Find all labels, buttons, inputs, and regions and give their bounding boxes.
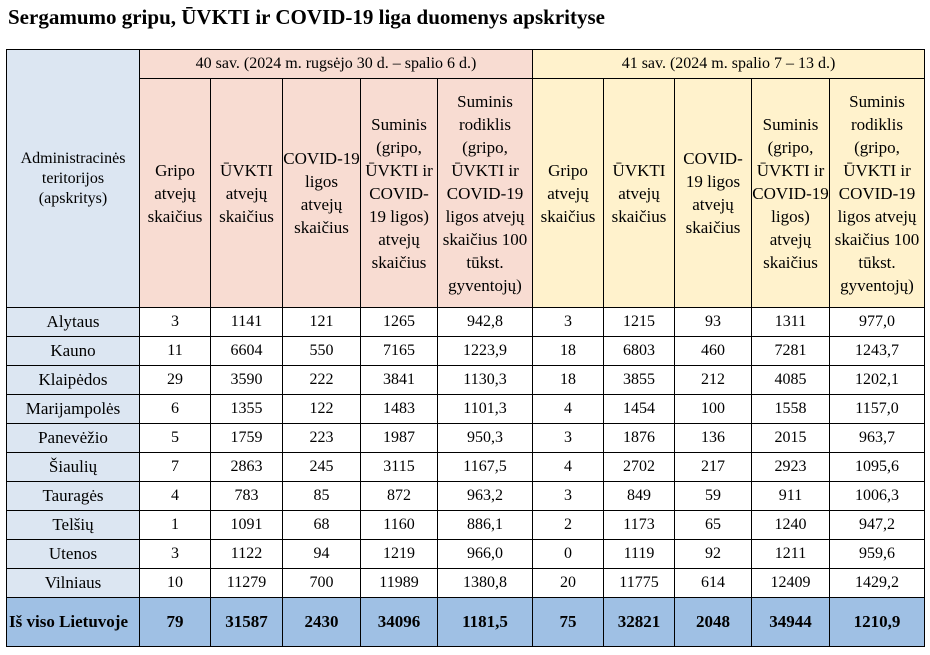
w40-value-cell: 1091 [211,511,283,540]
w41-value-cell: 911 [752,482,830,511]
w40-value-cell: 550 [283,337,361,366]
w41-value-cell: 4 [533,453,604,482]
w40-total-cell: 34096 [361,598,438,647]
w41-value-cell: 1119 [604,540,675,569]
morbidity-table [6,49,925,647]
region-name: Šiaulių [7,453,140,482]
w41-value-cell: 1558 [752,395,830,424]
w41-value-cell: 1211 [752,540,830,569]
w40-value-cell: 11989 [361,569,438,598]
w40-value-cell: 10 [140,569,211,598]
w41-value-cell: 1173 [604,511,675,540]
w41-flu-cases-header: Gripo atvejų skaičius [533,79,604,308]
table-row [7,511,925,540]
w40-value-cell: 1380,8 [438,569,533,598]
table-row [7,424,925,453]
w40-value-cell: 1223,9 [438,337,533,366]
w41-value-cell: 1876 [604,424,675,453]
w40-value-cell: 11279 [211,569,283,598]
w40-value-cell: 6 [140,395,211,424]
table-row [7,569,925,598]
w40-value-cell: 1167,5 [438,453,533,482]
region-name: Panevėžio [7,424,140,453]
w41-value-cell: 4085 [752,366,830,395]
w41-value-cell: 614 [675,569,752,598]
w41-value-cell: 460 [675,337,752,366]
w41-value-cell: 136 [675,424,752,453]
w41-value-cell: 93 [675,308,752,337]
w41-value-cell: 18 [533,366,604,395]
w41-value-cell: 92 [675,540,752,569]
w40-total-cell: 31587 [211,598,283,647]
w40-value-cell: 1141 [211,308,283,337]
w40-value-cell: 3 [140,540,211,569]
w40-value-cell: 222 [283,366,361,395]
w41-value-cell: 212 [675,366,752,395]
w40-value-cell: 7165 [361,337,438,366]
w40-value-cell: 1987 [361,424,438,453]
w41-value-cell: 11775 [604,569,675,598]
w41-total-cell: 1210,9 [830,598,925,647]
w41-value-cell: 1215 [604,308,675,337]
w40-rate-header: Suminis rodiklis (gripo, ŪVKTI ir COVID-19 ligos atvejų skaičius 100 tūkst. gyventojų) [438,79,533,308]
w41-value-cell: 3 [533,424,604,453]
table-row [7,308,925,337]
w41-value-cell: 18 [533,337,604,366]
w40-value-cell: 872 [361,482,438,511]
week-header-row [7,50,925,79]
w41-value-cell: 1454 [604,395,675,424]
w41-value-cell: 2923 [752,453,830,482]
region-name: Marijampolės [7,395,140,424]
w41-value-cell: 1429,2 [830,569,925,598]
w40-value-cell: 223 [283,424,361,453]
table-row [7,366,925,395]
w40-value-cell: 966,0 [438,540,533,569]
w40-value-cell: 7 [140,453,211,482]
w41-value-cell: 947,2 [830,511,925,540]
w40-value-cell: 700 [283,569,361,598]
w41-total-cell: 2048 [675,598,752,647]
region-name: Klaipėdos [7,366,140,395]
w40-value-cell: 783 [211,482,283,511]
page-title: Sergamumo gripu, ŪVKTI ir COVID-19 liga duomenys apskrityse [8,5,605,29]
w41-rate-header: Suminis rodiklis (gripo, ŪVKTI ir COVID-19 ligos atvejų skaičius 100 tūkst. gyventojų) [830,79,925,308]
w41-value-cell: 217 [675,453,752,482]
w41-value-cell: 1006,3 [830,482,925,511]
week-40-header: 40 sav. (2024 m. rugsėjo 30 d. – spalio 6 d.) [140,50,533,79]
w41-value-cell: 1202,1 [830,366,925,395]
w41-value-cell: 6803 [604,337,675,366]
w41-value-cell: 4 [533,395,604,424]
w40-value-cell: 3841 [361,366,438,395]
column-header-row [7,79,925,308]
w40-value-cell: 5 [140,424,211,453]
w40-value-cell: 85 [283,482,361,511]
region-name: Kauno [7,337,140,366]
w41-value-cell: 1311 [752,308,830,337]
table-row [7,395,925,424]
w41-total-cell: 32821 [604,598,675,647]
w41-total-cell: 34944 [752,598,830,647]
table-row [7,482,925,511]
w40-value-cell: 886,1 [438,511,533,540]
w40-total-cell: 2430 [283,598,361,647]
w41-value-cell: 3 [533,482,604,511]
w40-value-cell: 1101,3 [438,395,533,424]
w41-value-cell: 2702 [604,453,675,482]
region-name: Tauragės [7,482,140,511]
w41-total-cell: 75 [533,598,604,647]
w41-value-cell: 1095,6 [830,453,925,482]
w40-value-cell: 1355 [211,395,283,424]
w40-value-cell: 1483 [361,395,438,424]
region-name: Utenos [7,540,140,569]
region-name: Telšių [7,511,140,540]
table-row [7,453,925,482]
w41-value-cell: 12409 [752,569,830,598]
w40-covid-cases-header: COVID-19 ligos atvejų skaičius [283,79,361,308]
w40-value-cell: 6604 [211,337,283,366]
w40-ari-cases-header: ŪVKTI atvejų skaičius [211,79,283,308]
w40-value-cell: 1219 [361,540,438,569]
total-row [7,598,925,647]
total-label: Iš viso Lietuvoje [7,598,140,647]
w40-value-cell: 1759 [211,424,283,453]
w40-value-cell: 1265 [361,308,438,337]
w41-value-cell: 100 [675,395,752,424]
w41-value-cell: 0 [533,540,604,569]
w41-value-cell: 2015 [752,424,830,453]
w40-value-cell: 3590 [211,366,283,395]
w41-total-cases-header: Suminis (gripo, ŪVKTI ir COVID-19 ligos) atvejų skaičius [752,79,830,308]
w40-value-cell: 942,8 [438,308,533,337]
w40-value-cell: 29 [140,366,211,395]
w40-value-cell: 68 [283,511,361,540]
w40-total-cases-header: Suminis (gripo, ŪVKTI ir COVID-19 ligos) atvejų skaičius [361,79,438,308]
w40-value-cell: 11 [140,337,211,366]
w41-value-cell: 2 [533,511,604,540]
w40-value-cell: 950,3 [438,424,533,453]
w40-value-cell: 3115 [361,453,438,482]
w41-value-cell: 20 [533,569,604,598]
w40-total-cell: 79 [140,598,211,647]
w41-value-cell: 59 [675,482,752,511]
w41-value-cell: 3 [533,308,604,337]
w41-value-cell: 977,0 [830,308,925,337]
w40-value-cell: 1 [140,511,211,540]
w41-value-cell: 1243,7 [830,337,925,366]
w40-value-cell: 1130,3 [438,366,533,395]
table-row [7,337,925,366]
w40-value-cell: 3 [140,308,211,337]
w40-value-cell: 4 [140,482,211,511]
region-name: Vilniaus [7,569,140,598]
w40-value-cell: 1122 [211,540,283,569]
w40-value-cell: 2863 [211,453,283,482]
w41-value-cell: 849 [604,482,675,511]
w40-value-cell: 245 [283,453,361,482]
w41-value-cell: 959,6 [830,540,925,569]
w40-value-cell: 122 [283,395,361,424]
admin-territories-header: Administracinės teritorijos (apskritys) [7,50,140,308]
w41-value-cell: 1157,0 [830,395,925,424]
w40-total-cell: 1181,5 [438,598,533,647]
w41-value-cell: 7281 [752,337,830,366]
w40-flu-cases-header: Gripo atvejų skaičius [140,79,211,308]
w40-value-cell: 963,2 [438,482,533,511]
w41-covid-cases-header: COVID-19 ligos atvejų skaičius [675,79,752,308]
w41-ari-cases-header: ŪVKTI atvejų skaičius [604,79,675,308]
w41-value-cell: 1240 [752,511,830,540]
w41-value-cell: 3855 [604,366,675,395]
w41-value-cell: 963,7 [830,424,925,453]
table-row [7,540,925,569]
w40-value-cell: 1160 [361,511,438,540]
region-name: Alytaus [7,308,140,337]
w40-value-cell: 121 [283,308,361,337]
w41-value-cell: 65 [675,511,752,540]
week-41-header: 41 sav. (2024 m. spalio 7 – 13 d.) [533,50,925,79]
w40-value-cell: 94 [283,540,361,569]
